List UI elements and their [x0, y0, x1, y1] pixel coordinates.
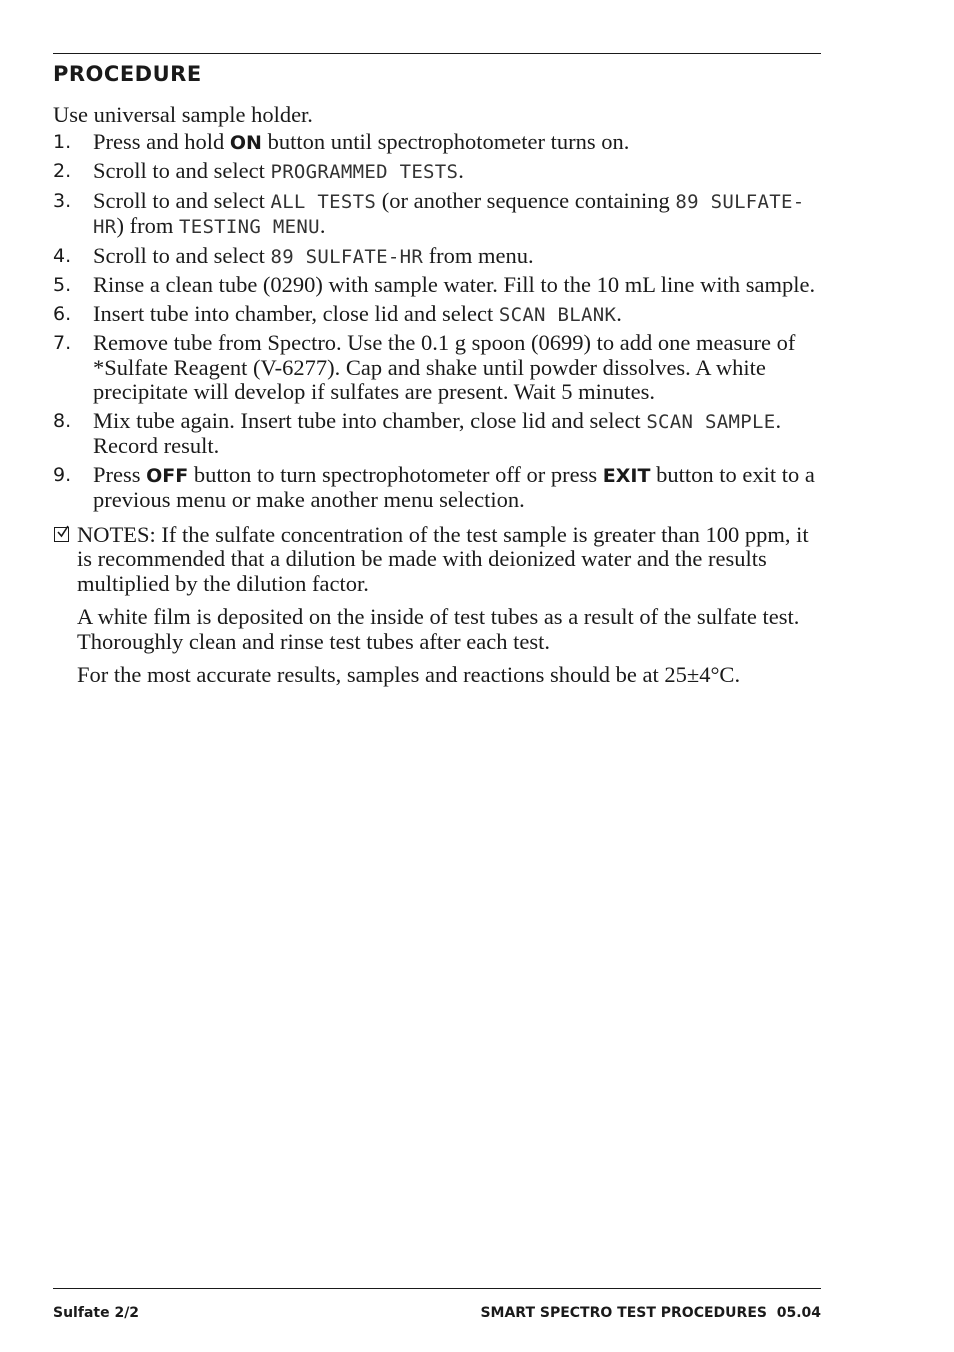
footer-page-label: Sulfate 2/2: [53, 1305, 140, 1321]
note-paragraph: A white film is deposited on the inside of test tubes as a result of the sulfate test. Thoroughly clean and rinse test tubes after each test.: [77, 604, 800, 654]
step-number: 3.: [53, 189, 72, 212]
lcd-text: TESTING MENU: [178, 216, 320, 238]
step-7: 7. Remove tube from Spectro. Use the 0.1 g spoon (0699) to add one measure of *Sulfate Reagent (V-6277). Cap and shake until powder dissolves. A white precipitate will develop if sulfates are present. Wait 5 minutes.: [53, 330, 796, 404]
lcd-text: ALL TESTS: [270, 190, 377, 213]
lcd-text: 89 SULFATE-HR: [93, 190, 805, 238]
step-6: 6. Insert tube into chamber, close lid and select SCAN BLANK.: [53, 300, 622, 326]
intro-text: Use universal sample holder.: [53, 102, 313, 127]
step-number: 4.: [53, 244, 72, 267]
step-number: 8.: [53, 409, 72, 432]
note-paragraph: For the most accurate results, samples and reactions should be at 25±4°C.: [77, 662, 741, 687]
step-4: 4. Scroll to and select 89 SULFATE-HR from menu.: [53, 242, 534, 268]
notes-section: [53, 523, 828, 688]
step-number: 5.: [53, 274, 72, 296]
step-8: 8. Mix tube again. Insert tube into chamber, close lid and select SCAN SAMPLE. Record result.: [53, 407, 782, 458]
top-rule: [53, 53, 821, 54]
lcd-text: 89 SULFATE-HR: [270, 245, 424, 268]
lcd-text: PROGRAMMED TESTS: [270, 161, 459, 183]
step-number: 9.: [53, 463, 72, 486]
step-number: 1.: [53, 130, 72, 153]
footer-rule: [53, 1288, 821, 1289]
on-button-label: ON: [229, 131, 262, 154]
procedure-body: [53, 103, 828, 697]
section-heading: PROCEDURE: [53, 62, 202, 86]
checkbox-checked-icon: [54, 527, 69, 542]
step-number: 7.: [53, 332, 72, 354]
step-2: 2. Scroll to and select PROGRAMMED TESTS.: [53, 158, 464, 183]
exit-button-label: EXIT: [602, 464, 651, 487]
checkmark-icon: [56, 525, 70, 539]
step-3: 3. Scroll to and select ALL TESTS (or another sequence containing 89 SULFATE-HR) from TESTING MENU.: [53, 187, 805, 238]
off-button-label: OFF: [146, 464, 189, 487]
procedure-steps: [53, 130, 828, 513]
lcd-text: SCAN SAMPLE: [646, 410, 776, 433]
lcd-text: SCAN BLANK: [498, 303, 617, 326]
footer-document-title: SMART SPECTRO TEST PROCEDURES 05.04: [480, 1305, 821, 1321]
step-1: 1. Press and hold ON button until spectrophotometer turns on.: [53, 128, 630, 154]
step-number: 2.: [53, 160, 72, 182]
step-5: 5. Rinse a clean tube (0290) with sample water. Fill to the 10 mL line with sample.: [53, 272, 816, 297]
step-9: 9. Press OFF button to turn spectrophotometer off or press EXIT button to exit to a previous menu or make another menu selection.: [53, 461, 815, 512]
step-number: 6.: [53, 302, 72, 325]
note-paragraph: NOTES: If the sulfate concentration of the test sample is greater than 100 ppm, it is recommended that a dilution be made with deionized water and the results multiplied by the dilution factor.: [77, 521, 809, 596]
